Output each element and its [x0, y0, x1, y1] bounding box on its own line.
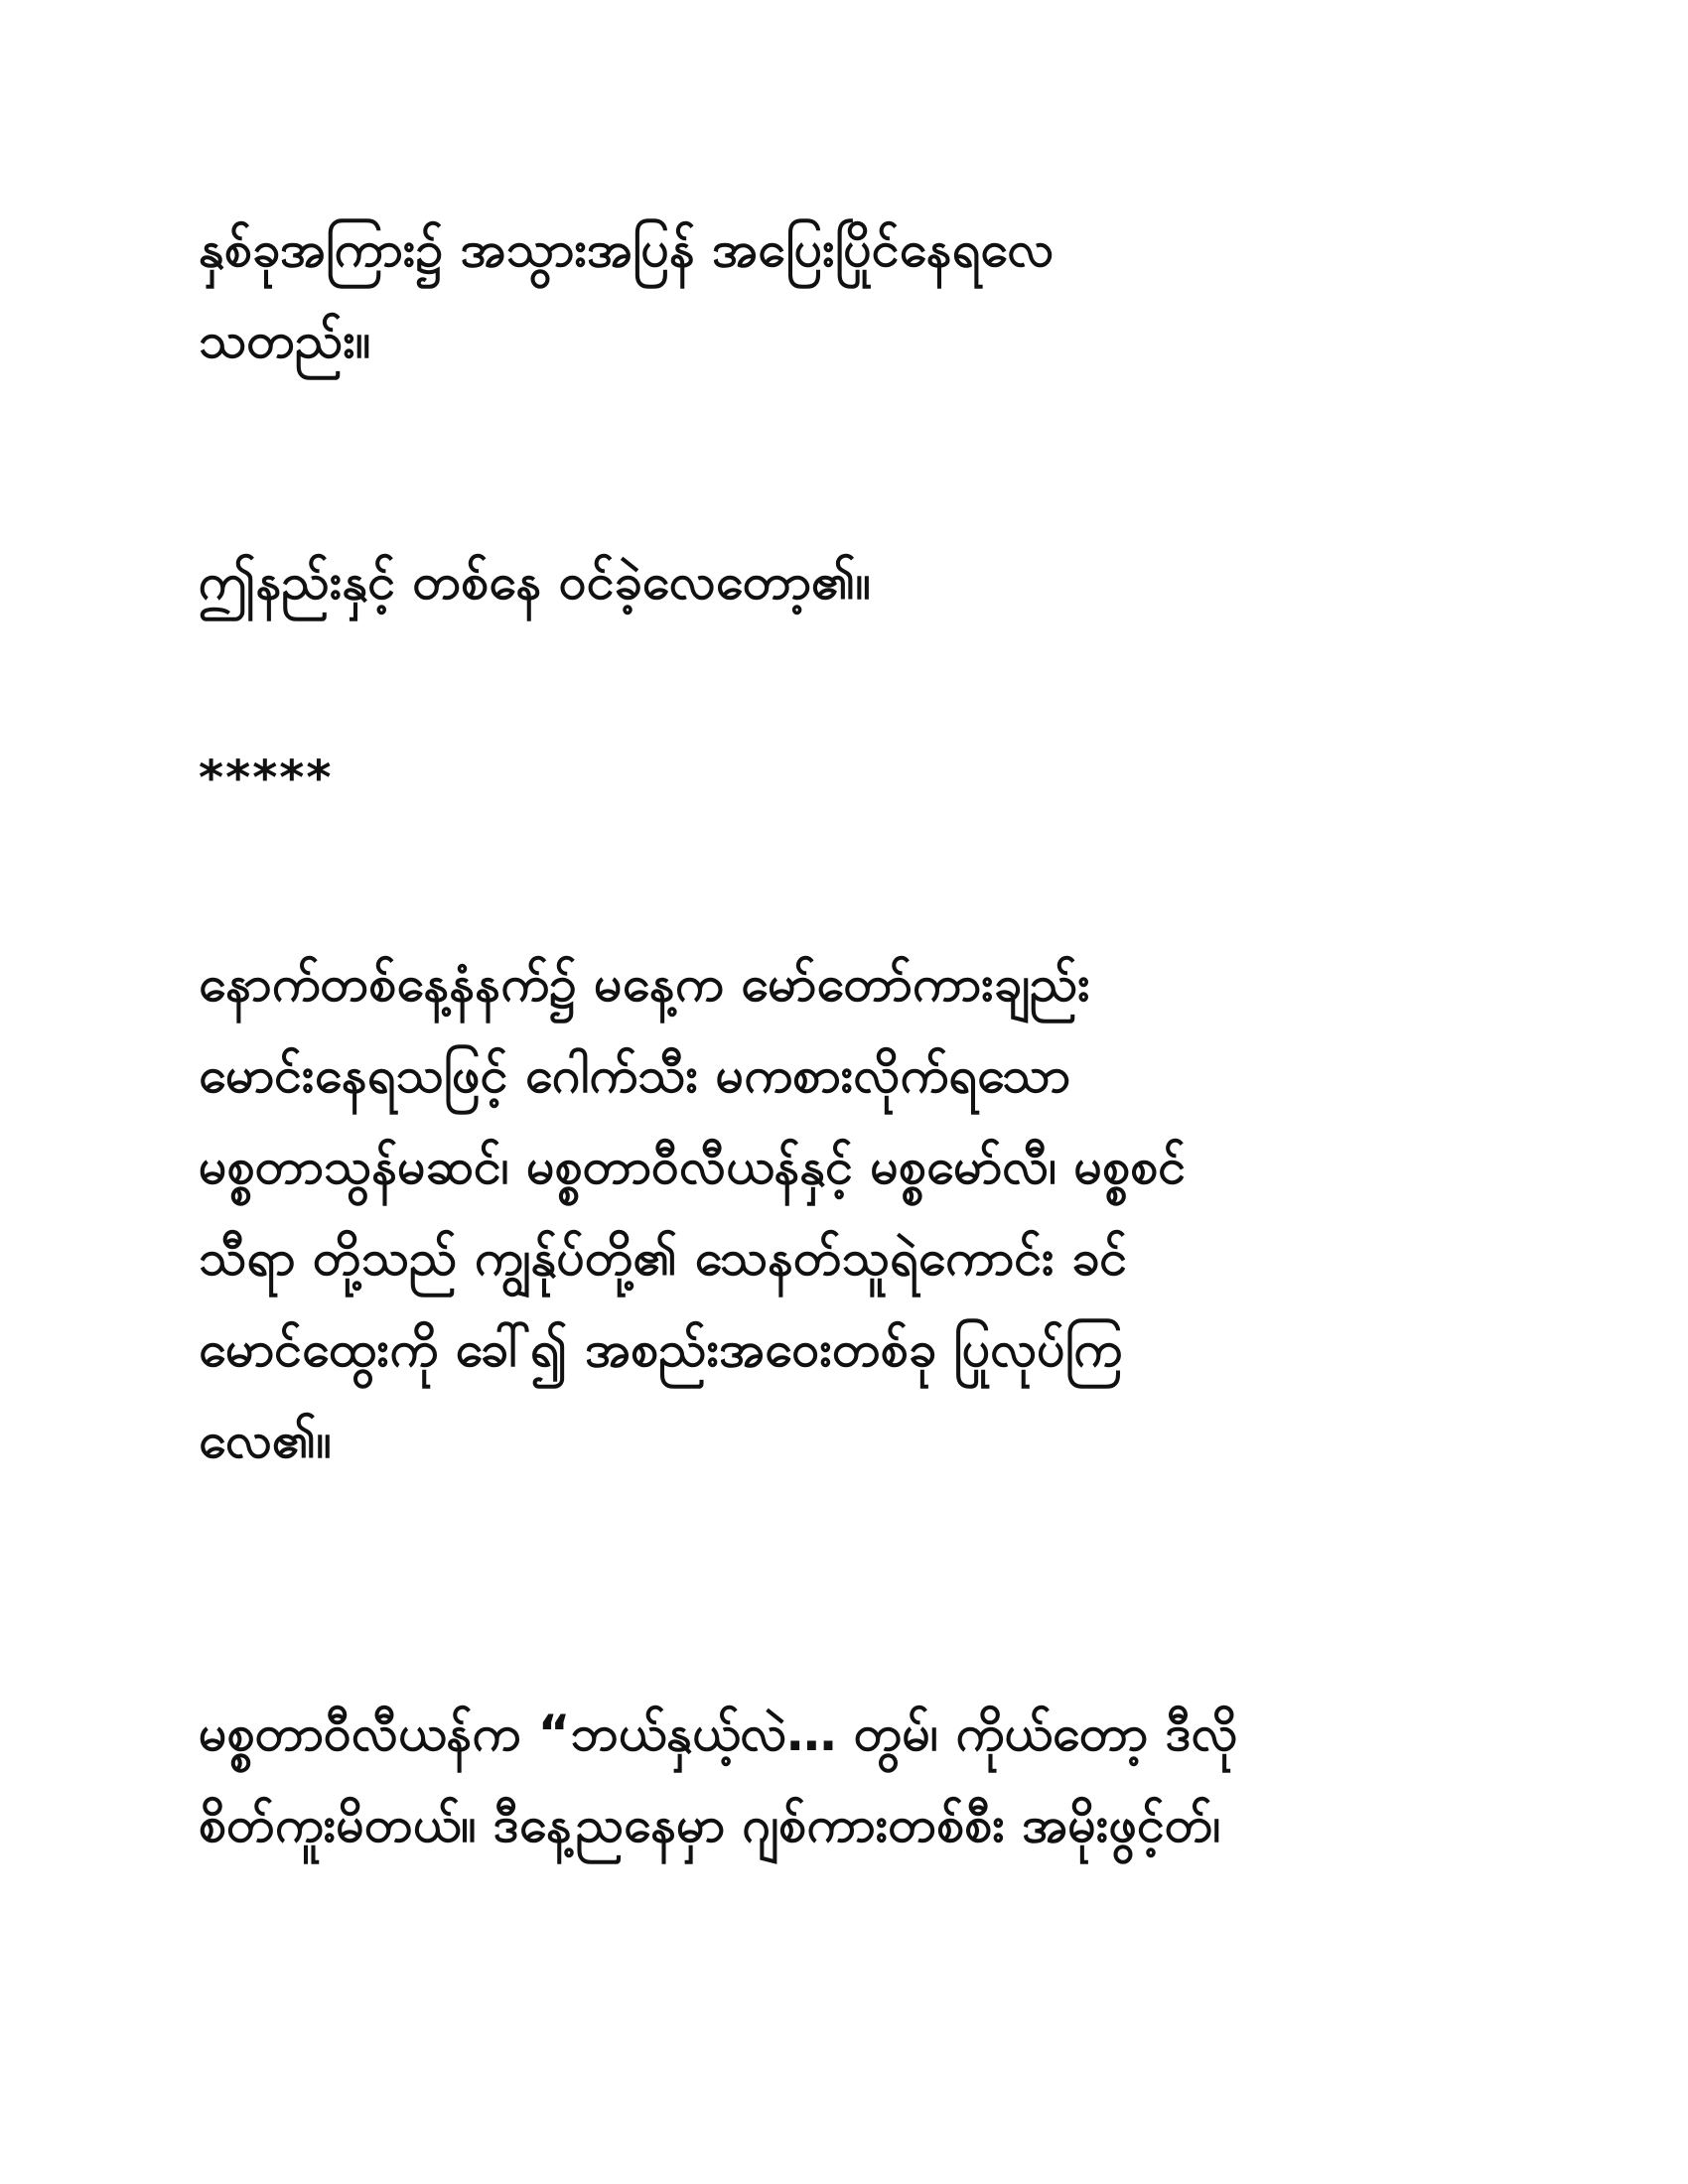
- paragraph-line: လေ၏။: [199, 1412, 332, 1469]
- paragraph-line: မစ္စတာသွန်မဆင်၊ မစ္စတာဝီလီယန်နှင့် မစ္စမော်လီ၊ မစ္စစင်: [199, 1138, 1187, 1195]
- paragraph-line: ဤနည်းနှင့် တစ်နေ ဝင်ခဲ့လေတော့၏။: [199, 553, 871, 611]
- paragraph-line: နှစ်ခုအကြား၌ အသွားအပြန် အပြေးပြိုင်နေရလေ: [199, 220, 1055, 278]
- section-separator: [199, 733, 1489, 824]
- paragraph-1: [199, 204, 1489, 386]
- paragraph-line: သီရာ တို့သည် ကျွန်ုပ်တို့၏ သေနတ်သူရဲကောင်း ခင်: [199, 1229, 1128, 1287]
- paragraph-line: မောင်ထွေးကို ခေါ်၍ အစည်းအဝေးတစ်ခု ပြုလုပ်ကြ: [199, 1320, 1123, 1378]
- paragraph-line: နောက်တစ်နေ့နံနက်၌ မနေ့က မော်တော်ကားချည်း: [199, 955, 1090, 1013]
- paragraph-line: စိတ်ကူးမိတယ်။ ဒီနေ့ညနေမှာ ဂျစ်ကားတစ်စီး အမိုးဖွင့်တ်၊: [199, 1796, 1221, 1853]
- paragraph-4: [199, 1688, 1489, 1870]
- paragraph-line: မောင်းနေရသဖြင့် ဂေါက်သီး မကစားလိုက်ရသော: [199, 1046, 1071, 1104]
- paragraph-2: [199, 536, 1489, 627]
- paragraph-line: မစ္စတာဝီလီယန်က “ဘယ်နှယ့်လဲ… တွမ်၊ ကိုယ်တော့ ဒီလို: [199, 1705, 1238, 1762]
- paragraph-line: သတည်း။: [199, 312, 371, 369]
- paragraph-3: [199, 938, 1489, 1486]
- separator-asterisks: *****: [199, 751, 334, 806]
